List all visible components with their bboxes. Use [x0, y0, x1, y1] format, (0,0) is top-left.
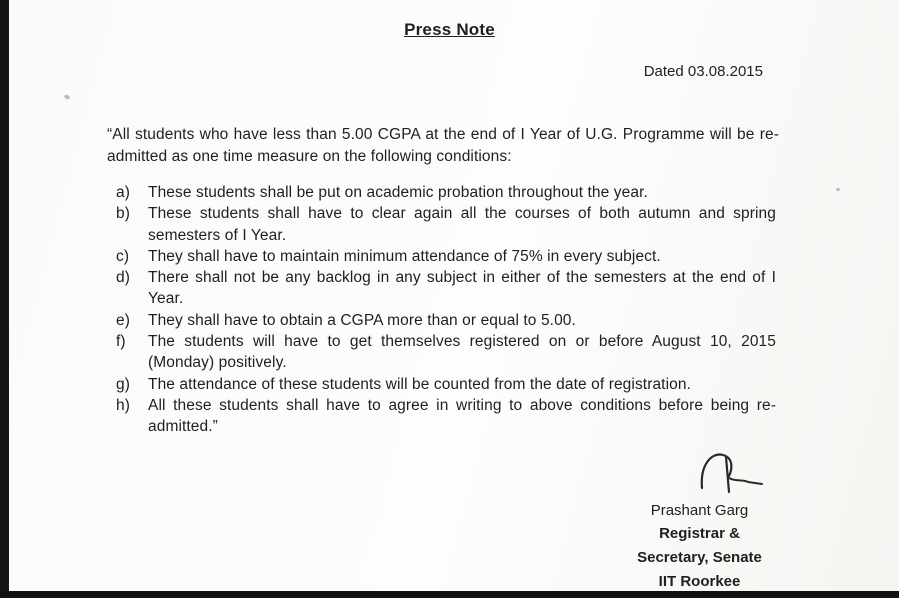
- condition-label: a): [116, 184, 130, 201]
- intro-paragraph: “All students who have less than 5.00 CGPA at the end of I Year of U.G. Programme will be re-admitted as one time measure on the following conditions:: [107, 126, 779, 165]
- condition-text: These students shall be put on academic probation throughout the year.: [148, 184, 648, 201]
- condition-label: c): [116, 247, 130, 265]
- scan-speck: [836, 188, 840, 191]
- condition-text: There shall not be any backlog in any subject in either of the semesters at the end of I Year.: [148, 269, 776, 308]
- condition-label: e): [116, 311, 130, 329]
- condition-text: The students will have to get themselves registered on or before August 10, 2015 (Monday) positively.: [148, 333, 776, 372]
- scan-edge-left: [0, 0, 9, 598]
- signatory-designation-2: Secretary, Senate: [637, 549, 762, 566]
- signatory-name: Prashant Garg: [650, 502, 749, 519]
- condition-text: The attendance of these students will be counted from the date of registration.: [148, 375, 691, 393]
- page-title: Press Note: [404, 20, 495, 39]
- condition-text: They shall have to maintain minimum attendance of 75% in every subject.: [148, 247, 661, 265]
- condition-item: [116, 203, 776, 246]
- condition-label: g): [116, 375, 130, 393]
- signature-block: [592, 448, 807, 594]
- condition-item: [116, 182, 776, 203]
- condition-label: f): [116, 333, 126, 351]
- condition-item: [116, 331, 776, 374]
- condition-label: b): [116, 205, 130, 223]
- condition-text: All these students shall have to agree in writing to above conditions before being re-admitted.”: [148, 396, 776, 436]
- condition-item: [116, 267, 776, 310]
- signature-scribble-icon: [696, 448, 768, 498]
- condition-item: [116, 246, 776, 267]
- date-line: Dated 03.08.2015: [643, 63, 763, 80]
- scan-speck: [63, 94, 70, 100]
- signatory-organization: IIT Roorkee: [658, 573, 741, 590]
- condition-item: [116, 395, 776, 438]
- signatory-designation-1: Registrar &: [659, 525, 740, 542]
- conditions-list: [116, 182, 776, 438]
- condition-label: d): [116, 269, 130, 287]
- condition-text: They shall have to obtain a CGPA more than or equal to 5.00.: [148, 311, 576, 329]
- condition-item: [116, 310, 776, 331]
- condition-text: These students shall have to clear again all the courses of both autumn and spring semesters of I Year.: [148, 205, 776, 244]
- scan-edge-bottom: [0, 591, 899, 598]
- condition-item: [116, 374, 776, 395]
- condition-label: h): [116, 396, 130, 414]
